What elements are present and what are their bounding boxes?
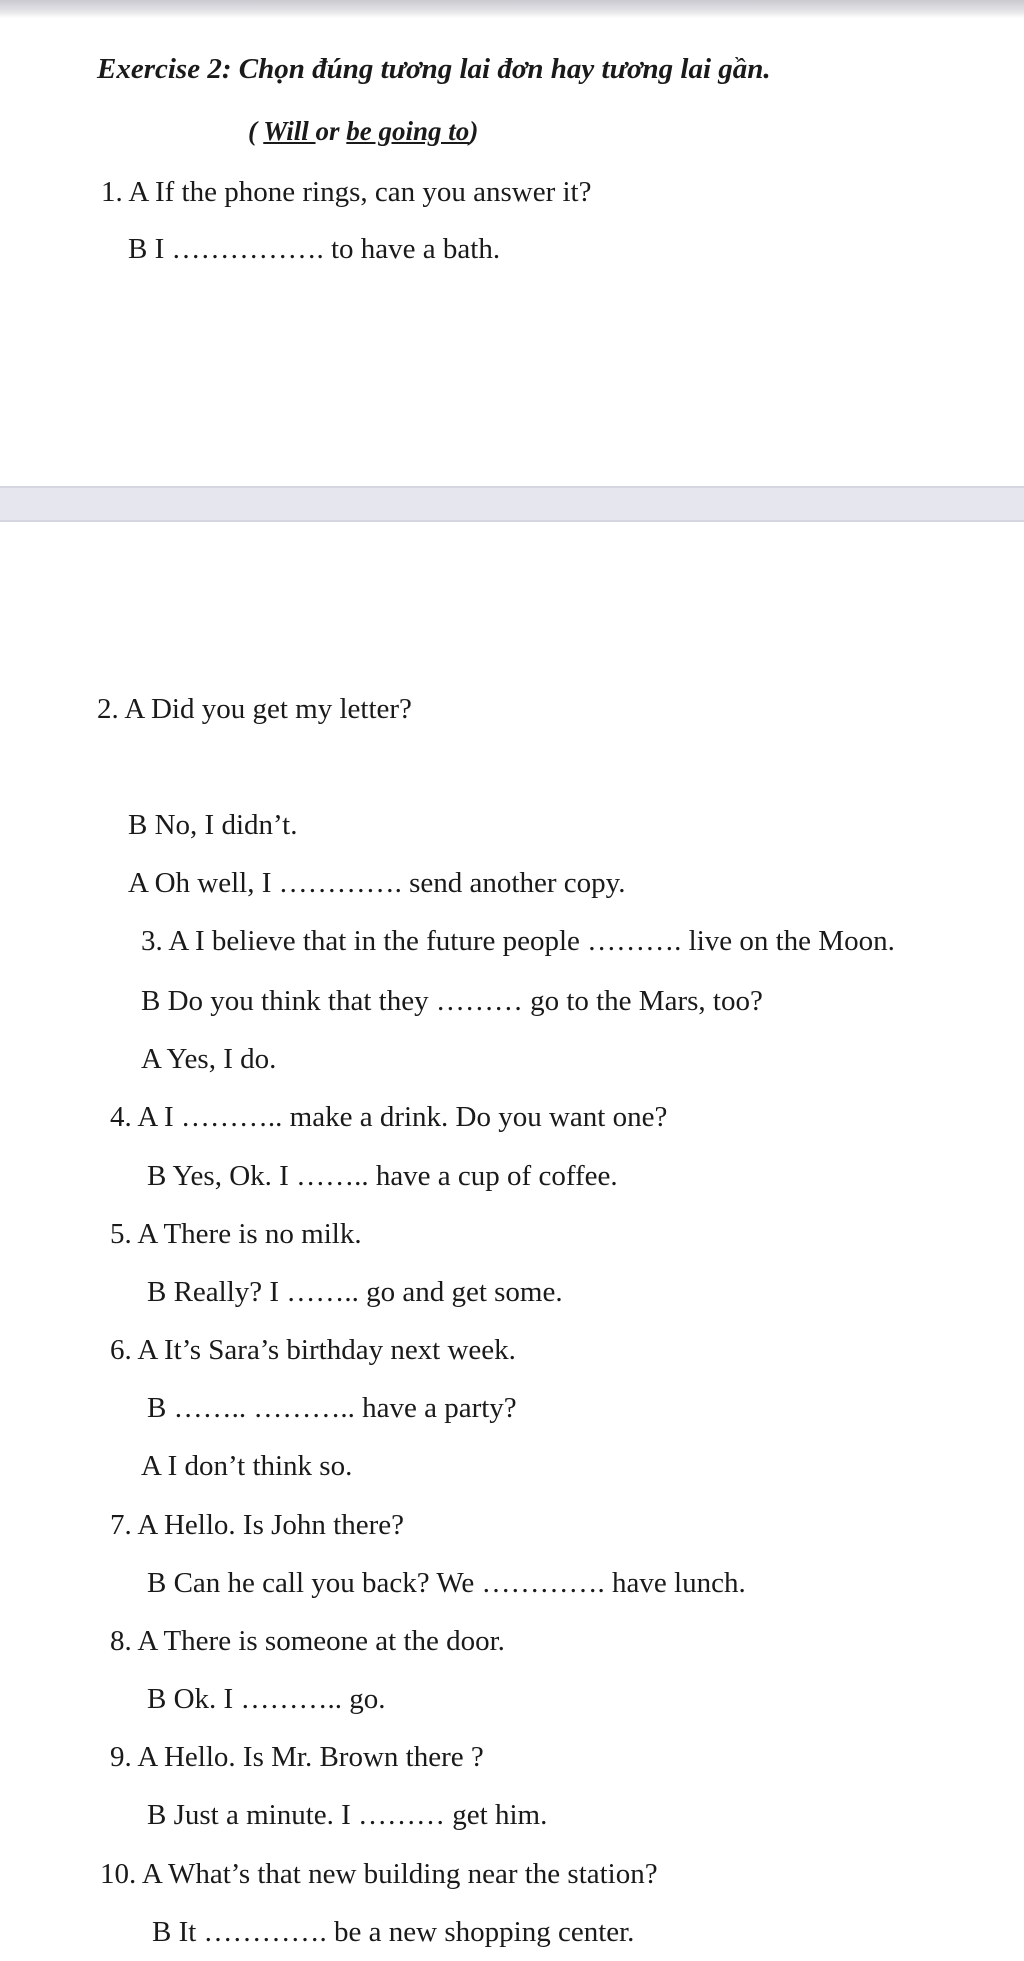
exercise-title: Exercise 2: Chọn đúng tương lai đơn hay tương lai gần. (97, 53, 771, 85)
q7-b: B Can he call you back? We …………. have lunch. (147, 1567, 746, 1599)
q1-b: B I ……………. to have a bath. (128, 233, 501, 265)
q5-b: B Really? I …….. go and get some. (147, 1276, 563, 1308)
q1-a: 1. A If the phone rings, can you answer it? (101, 176, 592, 208)
subtitle-will: Will (263, 116, 316, 146)
subtitle-close: ) (469, 116, 479, 146)
q4-b: B Yes, Ok. I …….. have a cup of coffee. (147, 1160, 618, 1192)
q7-a: 7. A Hello. Is John there? (110, 1509, 404, 1541)
q3-a: 3. A I believe that in the future people ………. live on the Moon. (141, 925, 895, 957)
q5-a: 5. A There is no milk. (110, 1218, 362, 1250)
q3-b: B Do you think that they ……… go to the Mars, too? (141, 985, 763, 1017)
exercise-subtitle (248, 114, 478, 148)
q4-a: 4. A I ……….. make a drink. Do you want one? (110, 1101, 668, 1133)
q2-a: 2. A Did you get my letter? (97, 693, 412, 725)
q9-b: B Just a minute. I ……… get him. (147, 1799, 548, 1831)
q9-a: 9. A Hello. Is Mr. Brown there ? (110, 1741, 484, 1773)
q2-a2: A Oh well, I …………. send another copy. (128, 867, 626, 899)
q6-b: B …….. ……….. have a party? (147, 1392, 517, 1424)
q10-a: 10. A What’s that new building near the station? (100, 1858, 658, 1890)
q3-a2: A Yes, I do. (141, 1043, 277, 1075)
q10-b: B It …………. be a new shopping center. (152, 1916, 635, 1948)
q6-a: 6. A It’s Sara’s birthday next week. (110, 1334, 516, 1366)
q2-b: B No, I didn’t. (128, 809, 298, 841)
q6-a2: A I don’t think so. (141, 1450, 353, 1482)
page-break (0, 486, 1024, 522)
top-shadow-bar (0, 0, 1024, 18)
subtitle-or: or (315, 116, 347, 146)
q8-b: B Ok. I ……….. go. (147, 1683, 386, 1715)
q8-a: 8. A There is someone at the door. (110, 1625, 505, 1657)
subtitle-going: be going to (346, 116, 470, 146)
subtitle-open: ( (248, 116, 264, 146)
